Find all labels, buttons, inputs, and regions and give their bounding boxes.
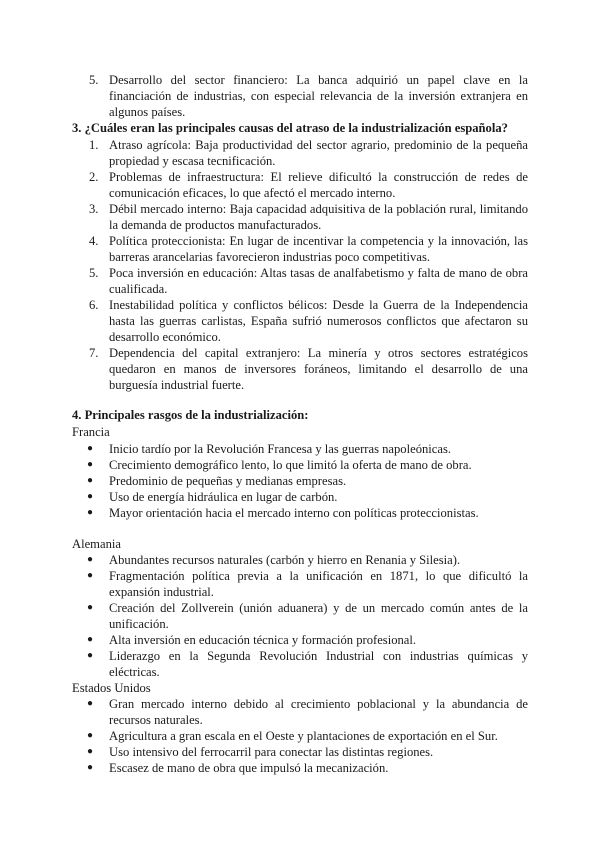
list-item-text: Mayor orientación hacia el mercado interno con políticas proteccionistas. [109, 506, 479, 520]
list-item-text: Fragmentación política previa a la unificación en 1871, lo que dificultó la expansión industrial. [109, 569, 528, 599]
bullet-icon: ● [87, 507, 94, 518]
list-item-text: Poca inversión en educación: Altas tasas de analfabetismo y falta de mano de obra cualificada. [109, 266, 528, 296]
bullet-icon: ● [87, 698, 94, 709]
list-item-text: Creación del Zollverein (unión aduanera) y de un mercado común antes de la unificación. [109, 601, 528, 631]
list-item-text: Liderazgo en la Segunda Revolución Industrial con industrias químicas y eléctricas. [109, 649, 528, 679]
bullet-icon: ● [87, 491, 94, 502]
list-item-text: Crecimiento demográfico lento, lo que limitó la oferta de mano de obra. [109, 458, 472, 472]
bullet-list-francia [72, 441, 528, 521]
list-item [72, 233, 528, 265]
list-item [72, 137, 528, 169]
list-item [72, 457, 528, 473]
list-item [72, 744, 528, 760]
section-3-list [72, 137, 528, 393]
list-item [72, 552, 528, 568]
list-item-text: Desarrollo del sector financiero: La banca adquirió un papel clave en la financiación de industrias, con especial relevancia de la inversión extranjera en algunos países. [109, 73, 528, 119]
bullet-icon: ● [87, 443, 94, 454]
list-item-text: Uso intensivo del ferrocarril para conectar las distintas regiones. [109, 745, 434, 759]
section-3-heading: 3. ¿Cuáles eran las principales causas del atraso de la industrialización española? [72, 121, 508, 135]
list-item [72, 505, 528, 521]
list-item-text: Débil mercado interno: Baja capacidad adquisitiva de la población rural, limitando la demanda de productos manufacturados. [109, 202, 528, 232]
group-label-francia: Francia [72, 425, 110, 439]
list-item-text: Gran mercado interno debido al crecimiento poblacional y la abundancia de recursos naturales. [109, 697, 528, 727]
list-item [72, 345, 528, 393]
list-number: 1. [89, 138, 99, 152]
section-4-heading: 4. Principales rasgos de la industrialización: [72, 408, 309, 422]
list-number: 3. [89, 202, 99, 216]
bullet-icon: ● [87, 475, 94, 486]
bullet-icon: ● [87, 650, 94, 661]
list-item [72, 760, 528, 776]
list-item [72, 632, 528, 648]
bullet-icon: ● [87, 459, 94, 470]
list-item-text: Agricultura a gran escala en el Oeste y plantaciones de exportación en el Sur. [109, 729, 498, 743]
list-item [72, 201, 528, 233]
list-item [72, 297, 528, 345]
list-item [72, 696, 528, 728]
list-item-text: Problemas de infraestructura: El relieve dificultó la construcción de redes de comunicación eficaces, lo que afectó el mercado interno. [109, 170, 528, 200]
bullet-icon: ● [87, 634, 94, 645]
group-label-alemania: Alemania [72, 537, 121, 551]
intro-list [72, 72, 528, 120]
list-item [72, 72, 528, 120]
list-item [72, 473, 528, 489]
list-number: 2. [89, 170, 99, 184]
list-item [72, 600, 528, 632]
list-item-text: Dependencia del capital extranjero: La minería y otros sectores estratégicos quedaron en manos de inversores foráneos, limitando el desarrollo de una burguesía industrial fuerte. [109, 346, 528, 392]
group-label-estados-unidos: Estados Unidos [72, 681, 151, 695]
bullet-list-alemania [72, 552, 528, 680]
list-item-text: Predominio de pequeñas y medianas empresas. [109, 474, 347, 488]
list-item [72, 568, 528, 600]
list-item [72, 441, 528, 457]
list-item [72, 728, 528, 744]
list-item-text: Inicio tardío por la Revolución Francesa y las guerras napoleónicas. [109, 442, 452, 456]
list-item-text: Escasez de mano de obra que impulsó la mecanización. [109, 761, 389, 775]
bullet-icon: ● [87, 570, 94, 581]
list-item-text: Abundantes recursos naturales (carbón y hierro en Renania y Silesia). [109, 553, 461, 567]
bullet-list-estados-unidos [72, 696, 528, 776]
list-number: 5. [89, 266, 99, 280]
list-number: 6. [89, 298, 99, 312]
list-item-text: Inestabilidad política y conflictos bélicos: Desde la Guerra de la Independencia hasta las guerras carlistas, España sufrió numerosos conflictos que afectaron su desarrollo económico. [109, 298, 528, 344]
bullet-icon: ● [87, 730, 94, 741]
bullet-icon: ● [87, 746, 94, 757]
list-item-text: Política proteccionista: En lugar de incentivar la competencia y la innovación, las barreras arancelarias favorecieron industrias poco competitivas. [109, 234, 528, 264]
list-item [72, 169, 528, 201]
bullet-icon: ● [87, 602, 94, 613]
list-item [72, 489, 528, 505]
list-number: 7. [89, 346, 99, 360]
bullet-icon: ● [87, 554, 94, 565]
list-item-text: Uso de energía hidráulica en lugar de carbón. [109, 490, 338, 504]
list-item [72, 648, 528, 680]
bullet-icon: ● [87, 762, 94, 773]
list-item-text: Alta inversión en educación técnica y formación profesional. [109, 633, 417, 647]
list-item [72, 265, 528, 297]
list-item-text: Atraso agrícola: Baja productividad del sector agrario, predominio de la pequeña propiedad y escasa tecnificación. [109, 138, 528, 168]
list-number: 5. [89, 73, 99, 87]
list-number: 4. [89, 234, 99, 248]
